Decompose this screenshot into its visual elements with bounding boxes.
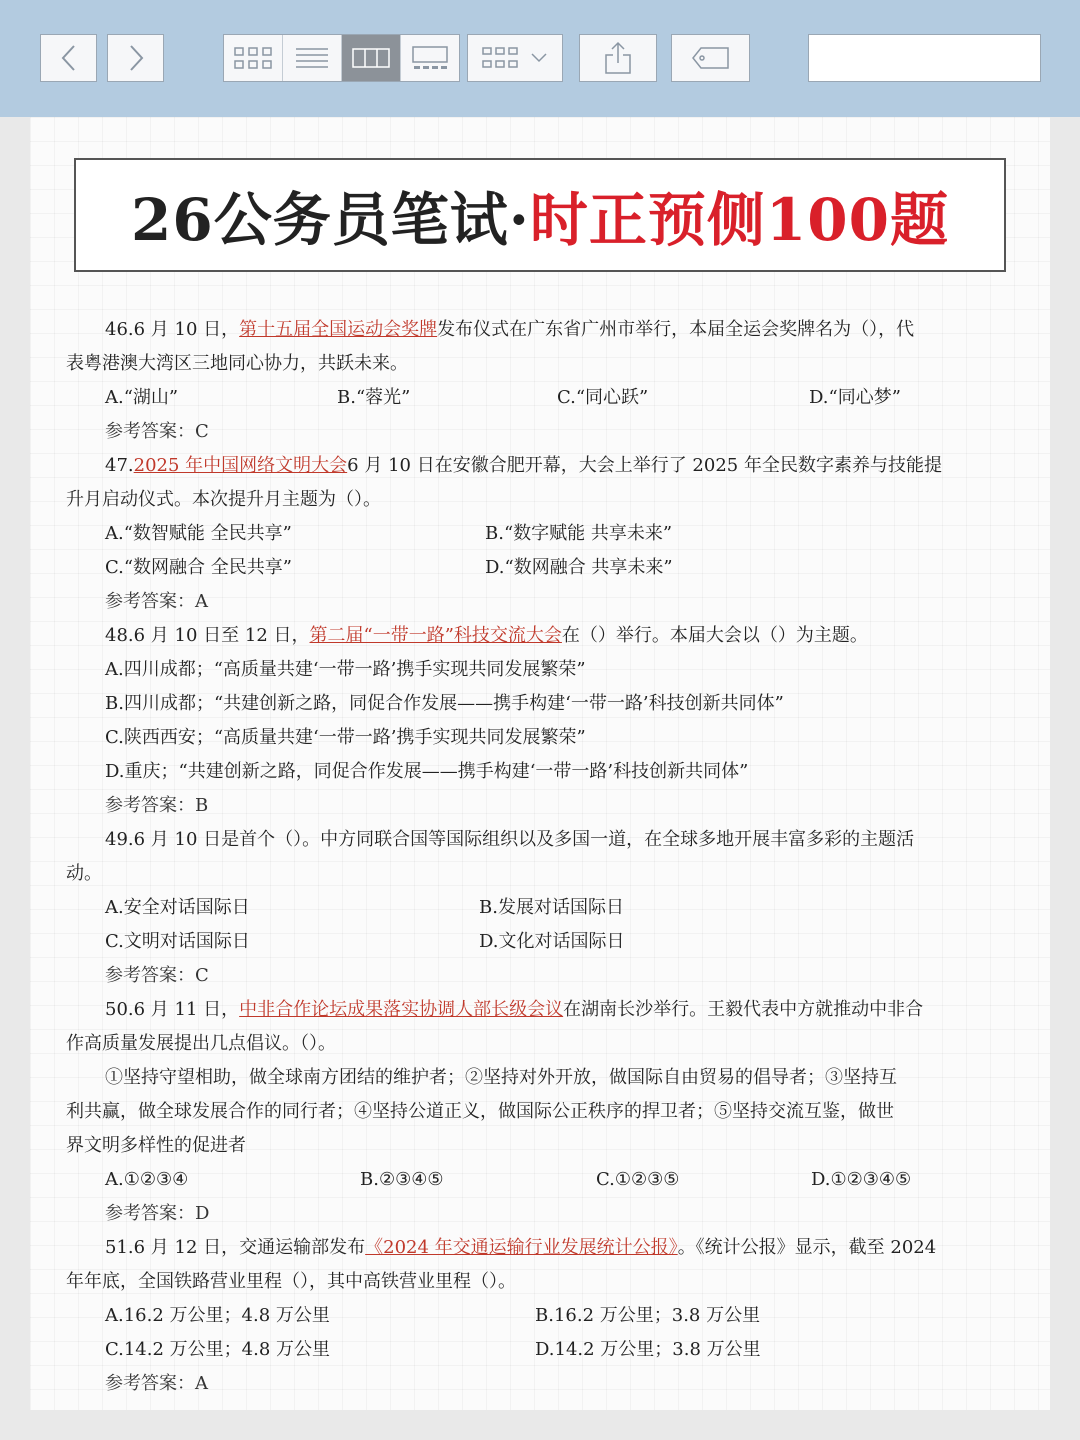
question-50: 50.6 月 11 日，中非合作论坛成果落实协调人部长级会议在湖南长沙举行。王毅代表中方就推动中非合 <box>105 999 924 1020</box>
question-49-options-cd <box>66 925 986 959</box>
question-46-options <box>66 381 986 415</box>
option-a: A.安全对话国际日 <box>105 897 250 918</box>
question-51-options-cd <box>66 1333 986 1367</box>
title-box <box>74 158 1006 272</box>
option-c: C.文明对话国际日 <box>105 931 250 952</box>
question-46-line2: 表粤港澳大湾区三地同心协力，共跃未来。 <box>66 353 408 374</box>
question-50-statement-2: 利共赢，做全球发展合作的同行者；④坚持公道正义，做国际公正秩序的捍卫者；⑤坚持交流互鉴，做世 <box>66 1101 894 1122</box>
column-view-icon <box>352 47 390 69</box>
question-47-options-ab <box>66 517 986 551</box>
question-46-highlight: 第十五届全国运动会奖牌 <box>239 319 438 340</box>
forward-button[interactable] <box>107 34 164 82</box>
column-view-button[interactable] <box>342 35 401 81</box>
question-50-statement-1: ①坚持守望相助，做全球南方团结的维护者；②坚持对外开放，做国际自由贸易的倡导者；③坚持互 <box>105 1067 897 1088</box>
answer-46: 参考答案：C <box>105 421 209 442</box>
question-47-highlight: 2025 年中国网络文明大会 <box>133 455 348 476</box>
option-d: D.文化对话国际日 <box>479 931 625 952</box>
option-a: A.四川成都；“高质量共建‘一带一路’携手实现共同发展繁荣” <box>105 659 586 680</box>
chevron-left-icon <box>59 43 79 73</box>
option-b: B.“数字赋能 共享未来” <box>485 523 673 544</box>
icon-view-button[interactable] <box>224 35 283 81</box>
question-51-highlight: 《2024 年交通运输行业发展统计公报》 <box>365 1237 678 1258</box>
option-b: B.②③④⑤ <box>360 1169 444 1190</box>
option-c: C.14.2 万公里；4.8 万公里 <box>105 1339 330 1360</box>
question-50-highlight: 中非合作论坛成果落实协调人部长级会议 <box>239 999 564 1020</box>
title-black: 26公务员笔试· <box>131 186 530 254</box>
option-c: C.“同心跃” <box>557 387 649 408</box>
tag-button[interactable] <box>671 34 750 82</box>
question-47-options-cd <box>66 551 986 585</box>
question-51-line2: 年年底，全国铁路营业里程（），其中高铁营业里程（）。 <box>66 1271 516 1292</box>
option-b: B.四川成都；“共建创新之路，同促合作发展——携手构建‘一带一路’科技创新共同体” <box>105 693 784 714</box>
document-page <box>30 117 1050 1410</box>
question-47-line2: 升月启动仪式。本次提升月主题为（）。 <box>66 489 381 510</box>
share-button[interactable] <box>579 34 657 82</box>
option-b: B.发展对话国际日 <box>479 897 624 918</box>
question-48: 48.6 月 10 日至 12 日，第二届“一带一路”科技交流大会在（）举行。本届大会以（）为主题。 <box>105 625 868 646</box>
share-icon <box>603 41 633 75</box>
option-d: D.14.2 万公里；3.8 万公里 <box>535 1339 761 1360</box>
view-mode-group <box>223 34 460 82</box>
option-d: D.①②③④⑤ <box>811 1169 912 1190</box>
search-box[interactable] <box>808 34 1041 82</box>
option-a: A.“数智赋能 全民共享” <box>105 523 292 544</box>
option-a: A.“湖山” <box>105 387 179 408</box>
answer-49: 参考答案：C <box>105 965 209 986</box>
grid-view-icon <box>233 45 273 71</box>
option-a: A.16.2 万公里；4.8 万公里 <box>105 1305 330 1326</box>
option-b: B.16.2 万公里；3.8 万公里 <box>535 1305 761 1326</box>
question-46: 46.6 月 10 日，第十五届全国运动会奖牌发布仪式在广东省广州市举行，本届全运会奖牌名为（），代 <box>105 319 915 340</box>
chevron-down-icon <box>529 51 549 65</box>
option-c: C.①②③⑤ <box>596 1169 680 1190</box>
option-c: C.陕西西安；“高质量共建‘一带一路’携手实现共同发展繁荣” <box>105 727 586 748</box>
toolbar <box>0 0 1080 117</box>
option-d: D.“同心梦” <box>809 387 901 408</box>
list-view-button[interactable] <box>283 35 342 81</box>
question-50-statement-3: 界文明多样性的促进者 <box>66 1135 246 1156</box>
group-by-button[interactable] <box>467 34 563 82</box>
question-51: 51.6 月 12 日，交通运输部发布《2024 年交通运输行业发展统计公报》。《统计公报》显示，截至 2024 <box>105 1237 937 1258</box>
question-50-line2: 作高质量发展提出几点倡议。（）。 <box>66 1033 336 1054</box>
group-by-icon <box>481 45 521 71</box>
gallery-view-button[interactable] <box>401 35 459 81</box>
question-49-options-ab <box>66 891 986 925</box>
option-d: D.“数网融合 共享未来” <box>485 557 673 578</box>
answer-47: 参考答案：A <box>105 591 208 612</box>
answer-51: 参考答案：A <box>105 1373 208 1394</box>
option-b: B.“蓉光” <box>337 387 411 408</box>
option-d: D.重庆；“共建创新之路，同促合作发展——携手构建‘一带一路’科技创新共同体” <box>105 761 749 782</box>
answer-50: 参考答案：D <box>105 1203 210 1224</box>
list-view-icon <box>295 46 329 70</box>
question-47: 47.2025 年中国网络文明大会6 月 10 日在安徽合肥开幕，大会上举行了 2025 年全民数字素养与技能提 <box>105 455 942 476</box>
chevron-right-icon <box>126 43 146 73</box>
back-button[interactable] <box>40 34 97 82</box>
option-a: A.①②③④ <box>105 1169 189 1190</box>
answer-48: 参考答案：B <box>105 795 209 816</box>
option-c: C.“数网融合 全民共享” <box>105 557 292 578</box>
question-list <box>66 313 986 1401</box>
question-49-line2: 动。 <box>66 863 102 884</box>
gallery-view-icon <box>411 45 449 71</box>
question-50-options <box>66 1163 986 1197</box>
question-49: 49.6 月 10 日是首个（）。中方同联合国等国际组织以及多国一道，在全球多地开展丰富多彩的主题活 <box>105 829 915 850</box>
tag-icon <box>691 46 731 70</box>
question-48-highlight: 第二届“一带一路”科技交流大会 <box>309 625 562 646</box>
question-51-options-ab <box>66 1299 986 1333</box>
page-title <box>131 173 949 257</box>
title-red: 时正预侧100题 <box>529 186 949 254</box>
search-input[interactable] <box>819 47 1048 70</box>
